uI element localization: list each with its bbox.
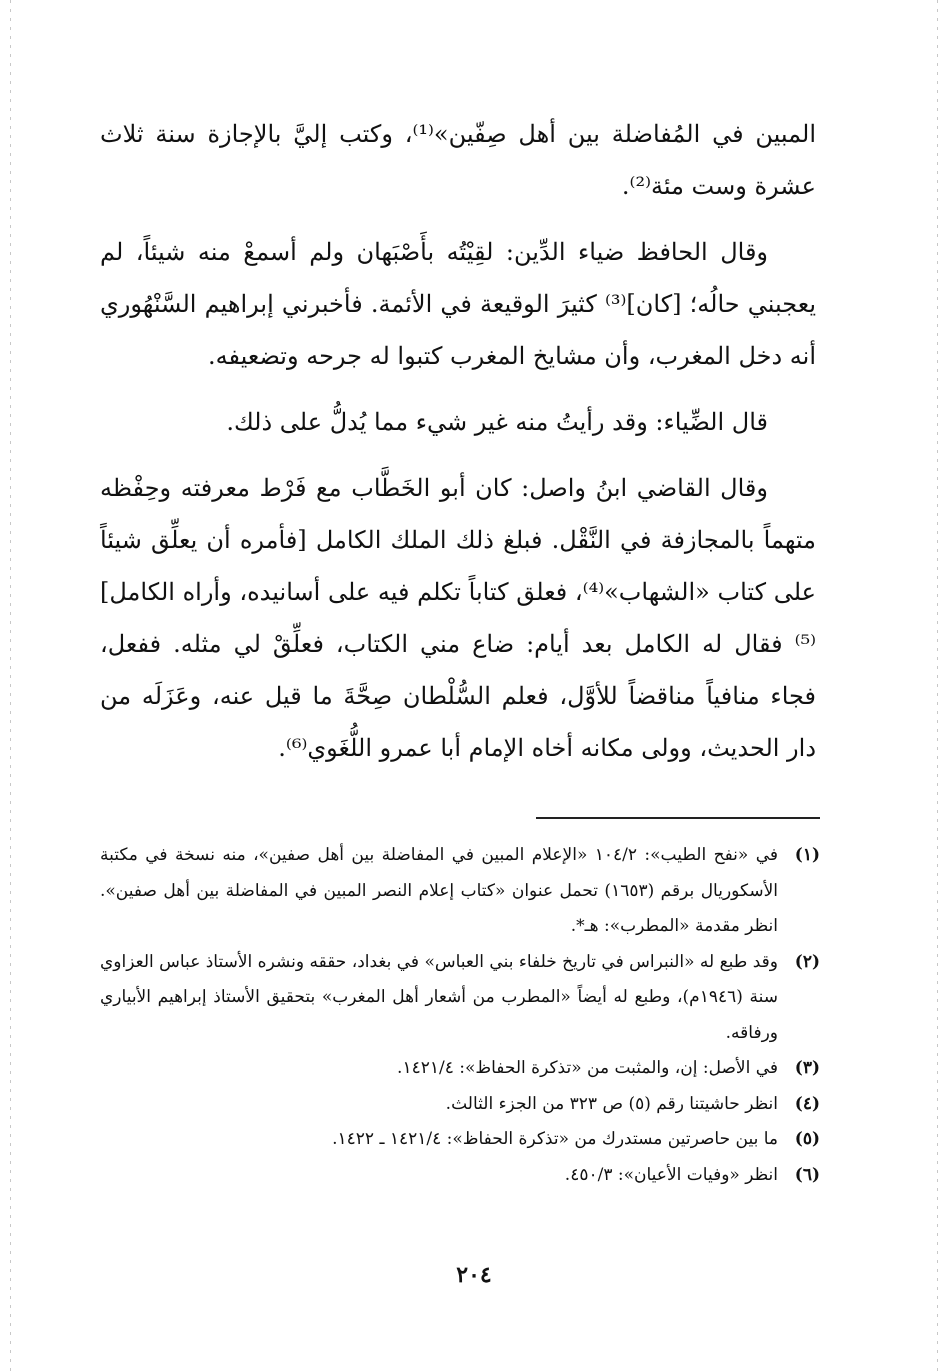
footnote-number: (٥): [794, 1129, 820, 1149]
footnote-text: في الأصل: إن، والمثبت من «تذكرة الحفاظ»: ١٤٢١/٤.: [397, 1058, 778, 1078]
footnote-divider: [536, 817, 820, 819]
scan-edge-left: [10, 0, 11, 1372]
footnote-text: في «نفح الطيب»: ١٠٤/٢ «الإعلام المبين في المفاضلة بين أهل صفين»، منه نسخة في مكتبة الأسكوريال برقم (١٦٥٣) تحمل عنوان «كتاب إعلام النصر المبين في المفاضلة بين أهل صفين». انظر مقدمة «المطرب»: هـ*.: [100, 845, 779, 936]
paragraph-3: قال الضِّياء: وقد رأيتُ منه غير شيء مما يُدلُّ على ذلك.: [226, 408, 768, 436]
footnote-2: [100, 945, 820, 1052]
footnote-6: [100, 1158, 820, 1194]
footnote-number: (٢): [794, 951, 820, 972]
footnote-number: (٦): [794, 1164, 820, 1185]
footnote-text: وقد طبع له «النبراس في تاريخ خلفاء بني العباس» في بغداد، حققه ونشره الأستاذ عباس العزاوي سنة (١٩٤٦م)، وطبع له أيضاً «المطرب من أشعار أهل المغرب» بتحقيق الأستاذ إبراهيم الأبياري ورفاقه.: [100, 951, 778, 1043]
footnotes: [100, 838, 820, 1193]
paragraph-1: المبين في المُفاضلة بين أهل صِفّين»⁽¹⁾، وكتب إليَّ بالإجازة سنة ثلاث عشرة وست مئة⁽²⁾.: [100, 120, 816, 200]
footnote-text: انظر حاشيتنا رقم (٥) ص ٣٢٣ من الجزء الثالث.: [445, 1093, 778, 1114]
footnote-number: (١): [794, 845, 820, 865]
footnote-number: (٣): [794, 1058, 820, 1078]
main-text: [100, 108, 816, 788]
paragraph-2: وقال الحافظ ضياء الدِّين: لقِيْتُه بأَصْبَهان ولم أسمعْ منه شيئاً، لم يعجبني حالُه؛ [كان]⁽³⁾ كثيرَ الوقيعة في الأئمة. فأخبرني إبراهيم السَّنْهُوري أنه دخل المغرب، وأن مشايخ المغرب كتبوا له جرحه وتضعيفه.: [100, 238, 817, 370]
footnote-4: [100, 1087, 820, 1123]
footnote-number: (٤): [794, 1093, 820, 1114]
footnote-1: [100, 838, 820, 945]
page-number: ٢٠٤: [456, 1262, 492, 1288]
footnote-5: [100, 1122, 820, 1158]
paragraph-4: وقال القاضي ابنُ واصل: كان أبو الخَطَّاب مع فَرْط معرفته وحِفْظه متهماً بالمجازفة في النَّقْل. فبلغ ذلك الملك الكامل [فأمره أن يعلِّق شيئاً على كتاب «الشهاب»⁽⁴⁾، فعلق كتاباً تكلم فيه على أسانيده، وأراه الكامل]⁽⁵⁾ فقال له الكامل بعد أيام: ضاع مني الكتاب، فعلِّقْ لي مثله. ففعل، فجاء منافياً مناقضاً للأوَّل، فعلم السُّلْطان صِحَّةَ ما قيل عنه، وعَزَلَه من دار الحديث، وولى مكانه أخاه الإمام أبا عمرو اللُّغَوي⁽⁶⁾.: [100, 474, 816, 762]
footnote-text: ما بين حاصرتين مستدرك من «تذكرة الحفاظ»: ١٤٢١/٤ ـ ١٤٢٢.: [332, 1129, 778, 1149]
footnote-3: [100, 1051, 820, 1087]
scan-edge-right: [937, 0, 938, 1372]
footnote-text: انظر «وفيات الأعيان»: ٤٥٠/٣.: [564, 1164, 778, 1185]
